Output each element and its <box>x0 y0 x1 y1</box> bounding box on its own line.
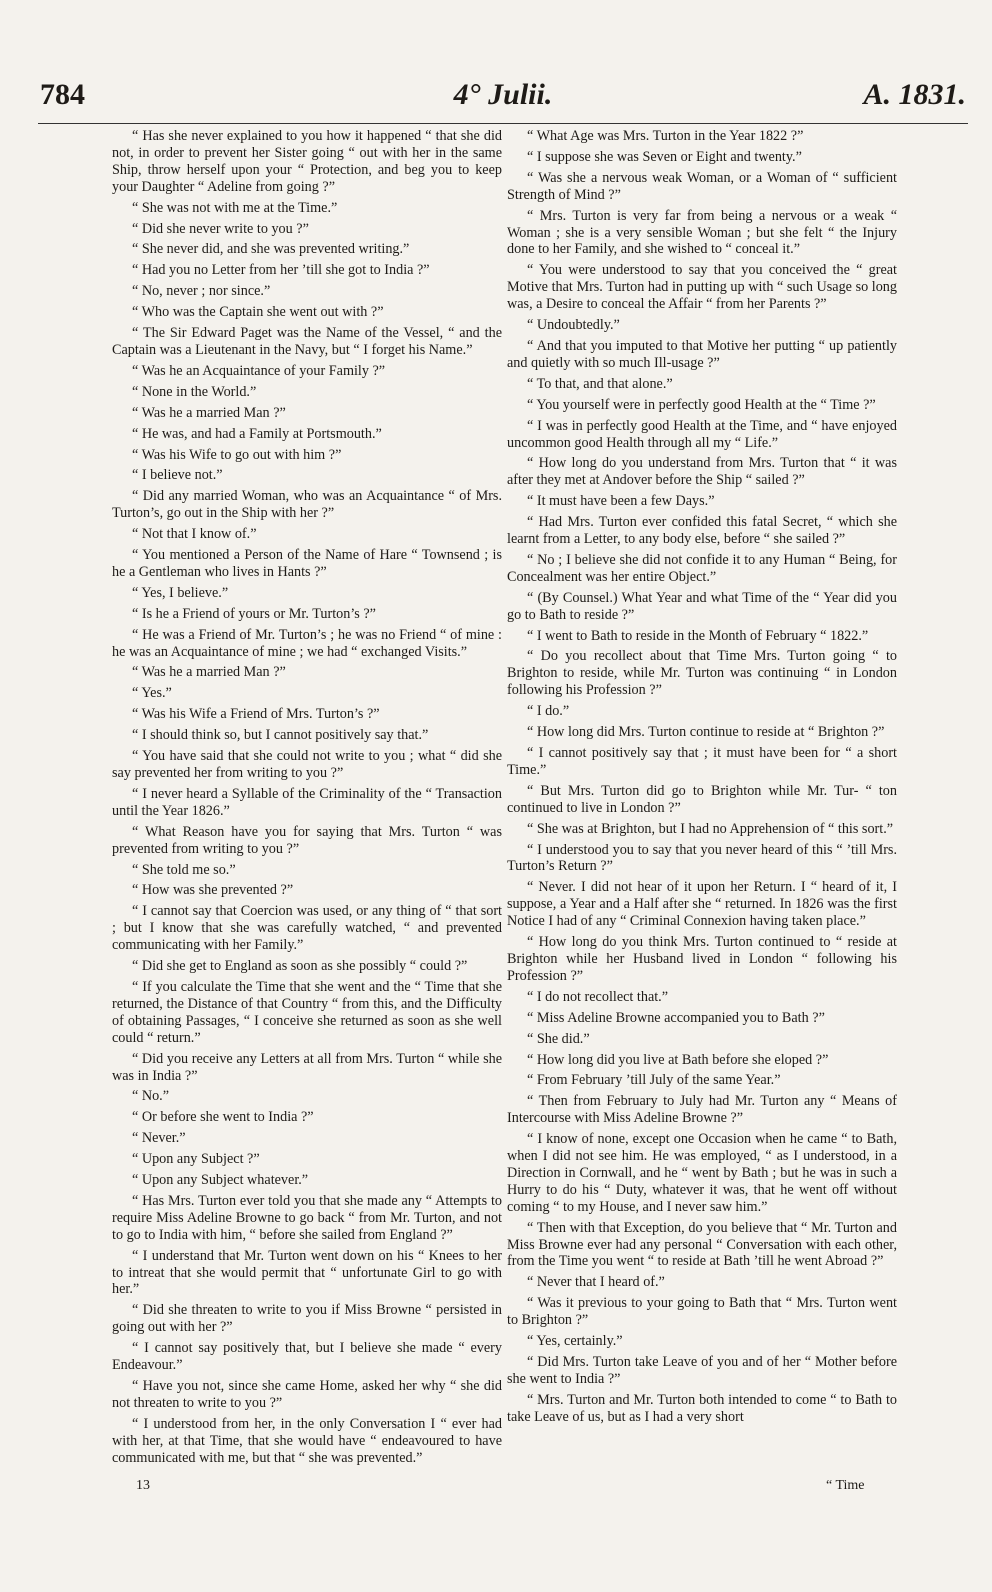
testimony-paragraph: “ He was a Friend of Mr. Turton’s ; he was no Friend “ of mine : he was an Acquaintance of mine ; we had “ exchanged Visits.” <box>112 626 502 660</box>
testimony-paragraph: “ Was his Wife a Friend of Mrs. Turton’s ?” <box>132 706 380 723</box>
testimony-paragraph: “ I know of none, except one Occasion when he came “ to Bath, when I did not see him. He was employed, “ as I understood, in a Direction in Cornwall, and he “ went by Bath ; but he was in such a Hurry to do his “ Duty, whatever it was, that he went off without coming “ to my House, and I never saw him.” <box>507 1131 897 1215</box>
testimony-paragraph: “ I cannot say that Coercion was used, or any thing of “ that sort ; but I know that she was carefully watched, “ and prevented communicating with her Family.” <box>112 903 502 954</box>
testimony-paragraph: “ How long did you live at Bath before she eloped ?” <box>527 1051 829 1068</box>
testimony-paragraph: “ Mrs. Turton and Mr. Turton both intended to come “ to Bath to take Leave of us, but as I had a very short <box>507 1391 897 1425</box>
testimony-paragraph: “ Not that I know of.” <box>132 526 257 543</box>
testimony-paragraph: “ Was she a nervous weak Woman, or a Woman of “ sufficient Strength of Mind ?” <box>507 169 897 203</box>
testimony-paragraph: “ I understood you to say that you never heard of this “ ’till Mrs. Turton’s Return ?” <box>507 841 897 875</box>
testimony-paragraph: “ How long did Mrs. Turton continue to reside at “ Brighton ?” <box>527 724 885 741</box>
testimony-paragraph: “ He was, and had a Family at Portsmouth.” <box>132 425 382 442</box>
testimony-paragraph: “ Have you not, since she came Home, asked her why “ she did not threaten to write to you ?” <box>112 1378 502 1411</box>
page-header <box>40 78 966 122</box>
testimony-paragraph: “ Did she get to England as soon as she possibly “ could ?” <box>132 958 468 975</box>
testimony-paragraph: “ How long do you think Mrs. Turton continued to “ reside at Brighton while her Husband lived in London “ following his Profession ?” <box>507 934 897 984</box>
testimony-paragraph: “ I do.” <box>527 703 570 720</box>
testimony-paragraph: “ Mrs. Turton is very far from being a nervous or a weak “ Woman ; she is a very sensible Woman ; but she felt “ the Injury done to her Family, and she wished to “ conceal it.” <box>507 207 897 258</box>
testimony-paragraph: “ Was he a married Man ?” <box>132 664 286 681</box>
testimony-paragraph: “ She was at Brighton, but I had no Apprehension of “ this sort.” <box>527 820 894 837</box>
testimony-paragraph: “ From February ’till July of the same Year.” <box>527 1072 781 1089</box>
testimony-paragraph: “ She did.” <box>527 1030 590 1047</box>
testimony-paragraph: “ I do not recollect that.” <box>527 988 669 1005</box>
page-date: 4° Julii. <box>453 78 553 111</box>
testimony-paragraph: “ Then from February to July had Mr. Turton any “ Means of Intercourse with Miss Adeline Browne ?” <box>507 1093 897 1127</box>
testimony-paragraph: “ She told me so.” <box>132 861 236 878</box>
testimony-paragraph: “ To that, and that alone.” <box>527 375 673 392</box>
testimony-paragraph: “ She never did, and she was prevented writing.” <box>132 241 410 258</box>
testimony-paragraph: “ Has she never explained to you how it happened “ that she did not, in order to prevent her Sister going “ out with her in the same Ship, throw herself upon your “ Protection, and beg you to keep your Daughter “ Adeline from going ?” <box>112 128 502 195</box>
testimony-paragraph: “ No, never ; nor since.” <box>132 283 271 300</box>
testimony-paragraph: “ No.” <box>132 1088 170 1105</box>
testimony-paragraph: “ None in the World.” <box>132 383 257 400</box>
testimony-paragraph: “ Then with that Exception, do you believe that “ Mr. Turton and Miss Browne ever had any personal “ Conversation with each other, from the Time you went “ to reside at Bath ’till he went Abroad ?” <box>507 1219 897 1270</box>
testimony-paragraph: “ Did any married Woman, who was an Acquaintance “ of Mrs. Turton’s, go out in the Ship with her ?” <box>112 488 502 522</box>
testimony-paragraph: “ She was not with me at the Time.” <box>132 199 338 216</box>
testimony-paragraph: “ If you calculate the Time that she went and the “ Time that she returned, the Distance of that Country “ from this, and the Difficulty of obtaining Passages, “ I conceive she returned as soon as she well could “ return.” <box>112 978 502 1046</box>
testimony-paragraph: “ I never heard a Syllable of the Criminality of the “ Transaction until the Year 1826.” <box>112 785 502 819</box>
testimony-paragraph: “ But Mrs. Turton did go to Brighton while Mr. Tur- “ ton continued to live in London ?” <box>507 782 897 816</box>
testimony-paragraph: “ Is he a Friend of yours or Mr. Turton’s ?” <box>132 605 376 622</box>
testimony-paragraph: “ You mentioned a Person of the Name of Hare “ Townsend ; is he a Gentleman who lives in Hants ?” <box>112 547 502 580</box>
testimony-paragraph: “ Had you no Letter from her ’till she got to India ?” <box>132 262 430 279</box>
testimony-paragraph: “ And that you imputed to that Motive her putting “ up patiently and quietly with so much Ill-usage ?” <box>507 337 897 371</box>
testimony-paragraph: “ What Age was Mrs. Turton in the Year 1822 ?” <box>527 128 804 144</box>
testimony-paragraph: “ I suppose she was Seven or Eight and twenty.” <box>527 148 802 165</box>
testimony-paragraph: “ Has Mrs. Turton ever told you that she made any “ Attempts to require Miss Adeline Browne to go back “ from Mr. Turton, and not to go to India with him, “ before she sailed from England ?” <box>112 1192 502 1243</box>
testimony-paragraph: “ I believe not.” <box>132 467 223 484</box>
testimony-paragraph: “ Was he a married Man ?” <box>132 404 286 421</box>
testimony-paragraph: “ It must have been a few Days.” <box>527 493 715 510</box>
testimony-paragraph: “ Was he an Acquaintance of your Family ?” <box>132 362 386 379</box>
testimony-paragraph: “ Did you receive any Letters at all from Mrs. Turton “ while she was in India ?” <box>112 1050 502 1084</box>
testimony-paragraph: “ I should think so, but I cannot positively say that.” <box>132 727 429 744</box>
testimony-paragraph: “ Was his Wife to go out with him ?” <box>132 446 342 463</box>
testimony-paragraph: “ Had Mrs. Turton ever confided this fatal Secret, “ which she learnt from a Letter, to any body else, before “ she sailed ?” <box>507 514 897 548</box>
testimony-paragraph: “ Yes, I believe.” <box>132 584 229 601</box>
testimony-paragraph: “ I was in perfectly good Health at the Time, and “ have enjoyed uncommon good Health through all my “ Life.” <box>507 417 897 451</box>
header-rule <box>38 123 968 124</box>
testimony-paragraph: “ You yourself were in perfectly good Health at the “ Time ?” <box>527 396 876 413</box>
testimony-paragraph: “ How was she prevented ?” <box>132 882 294 899</box>
testimony-paragraph: “ Did she never write to you ?” <box>132 220 309 237</box>
right-column <box>507 128 897 1430</box>
testimony-paragraph: “ Never that I heard of.” <box>527 1274 665 1291</box>
testimony-paragraph: “ Never. I did not hear of it upon her Return. I “ heard of it, I suppose, a Year and a Half after she “ returned. In 1826 was the first Notice I had of any “ Criminal Connexion having taken place.” <box>507 879 897 930</box>
testimony-paragraph: “ You were understood to say that you conceived the “ great Motive that Mrs. Turton had in putting up with “ such Usage so long was, a Desire to conceal the Affair “ from her Parents ?” <box>507 262 897 313</box>
testimony-paragraph: “ Undoubtedly.” <box>527 317 620 334</box>
testimony-paragraph: “ Miss Adeline Browne accompanied you to Bath ?” <box>527 1009 825 1026</box>
testimony-paragraph: “ Was it previous to your going to Bath that “ Mrs. Turton went to Brighton ?” <box>507 1295 897 1329</box>
testimony-paragraph: “ I understood from her, in the only Conversation I “ ever had with her, at that Time, that she would have “ endeavoured to have communicated with me, but that “ she was prevented.” <box>112 1415 502 1466</box>
catchword: “ Time <box>826 1478 865 1493</box>
testimony-paragraph: “ Who was the Captain she went out with ?” <box>132 304 384 321</box>
page-number: 784 <box>40 78 85 111</box>
testimony-paragraph: “ The Sir Edward Paget was the Name of the Vessel, “ and the Captain was a Lieutenant in the Navy, but “ I forget his Name.” <box>112 325 502 358</box>
signature-mark: 13 <box>136 1478 150 1493</box>
testimony-paragraph: “ Never.” <box>132 1130 186 1147</box>
testimony-paragraph: “ I cannot say positively that, but I believe she made “ every Endeavour.” <box>112 1340 502 1374</box>
page-year: A. 1831. <box>863 78 966 111</box>
left-column <box>112 128 502 1471</box>
testimony-paragraph: “ How long do you understand from Mrs. Turton that “ it was after they met at Andover before the Ship “ sailed ?” <box>507 455 897 489</box>
testimony-paragraph: “ (By Counsel.) What Year and what Time of the “ Year did you go to Bath to reside ?” <box>507 589 897 623</box>
testimony-paragraph: “ I went to Bath to reside in the Month of February “ 1822.” <box>527 627 869 644</box>
testimony-paragraph: “ I cannot positively say that ; it must have been for “ a short Time.” <box>507 745 897 778</box>
testimony-paragraph: “ I understand that Mr. Turton went down on his “ Knees to her to intreat that she would permit that “ unfortunate Girl to go with her.” <box>112 1247 502 1298</box>
testimony-paragraph: “ Did Mrs. Turton take Leave of you and of her “ Mother before she went to India ?” <box>507 1354 897 1387</box>
testimony-paragraph: “ Yes, certainly.” <box>527 1333 623 1350</box>
testimony-paragraph: “ Upon any Subject ?” <box>132 1151 260 1168</box>
testimony-paragraph: “ You have said that she could not write to you ; what “ did she say prevented her from writing to you ?” <box>112 748 502 781</box>
testimony-paragraph: “ Or before she went to India ?” <box>132 1109 314 1126</box>
testimony-paragraph: “ What Reason have you for saying that Mrs. Turton “ was prevented from writing to you ?” <box>112 823 502 857</box>
testimony-paragraph: “ Do you recollect about that Time Mrs. Turton going “ to Brighton to reside, while Mr. Turton was continuing “ in London following his Profession ?” <box>507 648 897 699</box>
testimony-paragraph: “ Yes.” <box>132 685 172 702</box>
testimony-paragraph: “ Did she threaten to write to you if Miss Browne “ persisted in going out with her ?” <box>112 1302 502 1336</box>
testimony-paragraph: “ Upon any Subject whatever.” <box>132 1172 309 1189</box>
testimony-paragraph: “ No ; I believe she did not confide it to any Human “ Being, for Concealment was her entire Object.” <box>507 551 897 585</box>
